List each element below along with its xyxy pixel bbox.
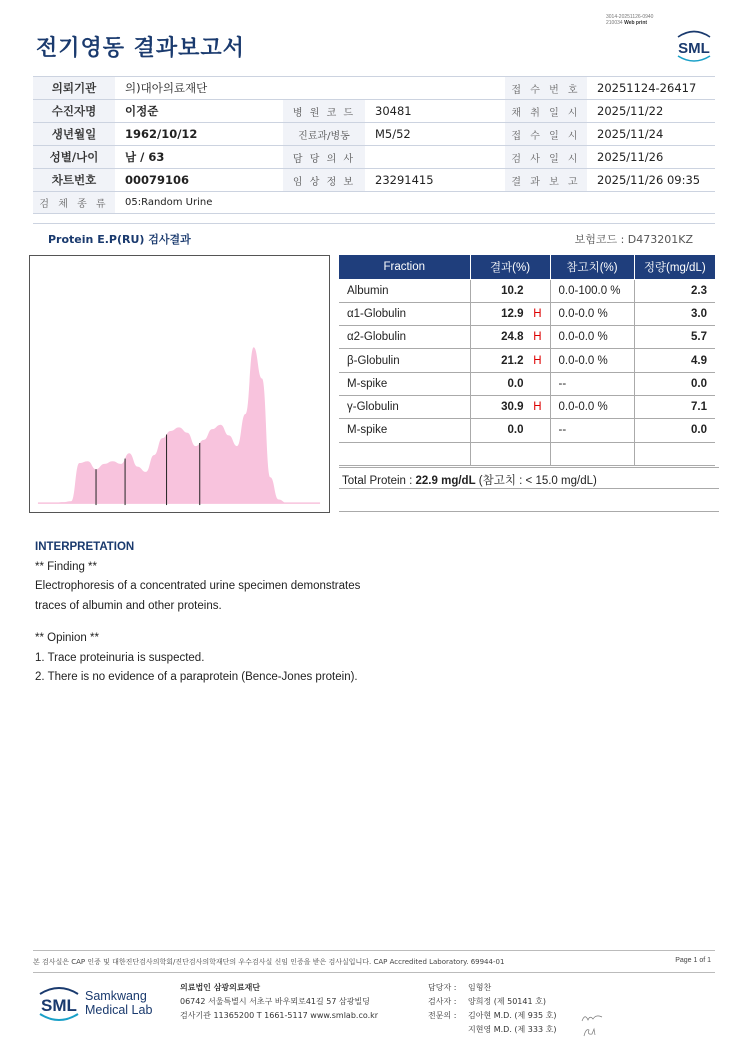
document-title: 전기영동 결과보고서 (36, 36, 245, 61)
info-value: 00079106 (115, 169, 283, 192)
info-label: 검 사 일 시 (505, 146, 587, 169)
info-value (365, 77, 505, 100)
staff-name: 임형찬 (468, 983, 492, 992)
info-value: 1962/10/12 (115, 123, 283, 146)
quantity-value: 0.0 (634, 372, 715, 395)
info-label: 접 수 일 시 (505, 123, 587, 146)
electrophoresis-graph (29, 255, 330, 513)
specimen-label: 검 체 종 류 (33, 192, 115, 214)
info-label: 수진자명 (33, 100, 115, 123)
info-label: 의뢰기관 (33, 77, 115, 100)
brand-name (85, 989, 152, 1017)
info-label (283, 77, 365, 100)
quantity-value: 3.0 (634, 302, 715, 325)
info-value: 2025/11/24 (587, 123, 715, 146)
info-value: 의)대아의료재단 (115, 77, 283, 100)
info-label: 진료과/병동 (283, 123, 365, 146)
accreditation-note: 본 검사실은 CAP 인증 및 대한진단검사의학회/진단검사의학재단의 우수검사실 신임 인증을 받은 검사실입니다. CAP Accredited Laboratory. 69944-01 (33, 958, 505, 966)
result-row (339, 372, 715, 395)
result-percent: 24.8 (501, 331, 524, 344)
high-flag: H (533, 331, 542, 344)
total-protein-reference: (참고치 : < 15.0 mg/dL) (475, 475, 597, 487)
quantity-value (634, 442, 715, 465)
fraction-name: M-spike (339, 372, 470, 395)
info-label: 병 원 코 드 (283, 100, 365, 123)
patient-info-table (33, 76, 715, 214)
reference-range: 0.0-0.0 % (550, 326, 634, 349)
opinion-text-2: 2. There is no evidence of a paraprotein (Bence-Jones protein). (35, 671, 358, 683)
finding-label: ** Finding ** (35, 560, 98, 573)
print-code-line1: 3014-20251126-0940 (606, 14, 654, 20)
result-percent: 0.0 (507, 377, 524, 390)
total-protein-value: 22.9 mg/dL (415, 475, 476, 487)
quantity-value: 7.1 (634, 395, 715, 418)
info-label: 접 수 번 호 (505, 77, 587, 100)
insurance-code: 보험코드 : D473201KZ (574, 233, 693, 246)
info-label: 성별/나이 (33, 146, 115, 169)
reference-range: 0.0-0.0 % (550, 349, 634, 372)
result-percent-cell (470, 419, 550, 442)
result-percent-cell (470, 372, 550, 395)
result-row (339, 302, 715, 325)
result-percent-cell (470, 326, 550, 349)
results-table (339, 255, 715, 466)
result-row (339, 326, 715, 349)
specimen-value: 05:Random Urine (115, 192, 715, 214)
result-percent: 10.2 (501, 284, 524, 297)
fraction-name (339, 442, 470, 465)
result-percent-cell (470, 442, 550, 465)
info-label: 차트번호 (33, 169, 115, 192)
quantity-value: 0.0 (634, 419, 715, 442)
result-percent-cell (470, 349, 550, 372)
info-value: 이정준 (115, 100, 283, 123)
brand-line-2: Medical Lab (85, 1003, 153, 1017)
fraction-name: Albumin (339, 279, 470, 302)
finding-text-2: traces of albumin and other proteins. (35, 599, 222, 612)
sml-logo-text: SML (678, 40, 710, 57)
density-curve (38, 347, 320, 503)
result-percent: 21.2 (501, 354, 524, 367)
quantity-value: 5.7 (634, 326, 715, 349)
info-row (33, 192, 715, 214)
organization-contact: 검사기관 11365200 T 1661-5117 www.smlab.co.kr (180, 1011, 379, 1020)
info-value: 2025/11/26 09:35 (587, 169, 715, 192)
staff-name: 김아현 M.D. (제 935 호) (468, 1011, 557, 1020)
result-row (339, 349, 715, 372)
quantity-value: 4.9 (634, 349, 715, 372)
divider (339, 511, 719, 512)
interpretation (35, 538, 715, 688)
fraction-name: α1-Globulin (339, 302, 470, 325)
staff-role (428, 1023, 468, 1037)
signature-image (580, 1025, 604, 1039)
total-protein (339, 467, 719, 489)
staff-role: 검사자 : (428, 997, 457, 1006)
sml-footer-logo-text: SML (41, 996, 77, 1015)
result-percent-cell (470, 302, 550, 325)
reference-range: -- (550, 419, 634, 442)
staff-role: 담당자 : (428, 983, 457, 992)
fraction-name: β-Globulin (339, 349, 470, 372)
staff-role: 전문의 : (428, 1011, 457, 1020)
high-flag: H (533, 401, 542, 414)
page-number: Page 1 of 1 (675, 957, 711, 964)
reference-range: 0.0-0.0 % (550, 302, 634, 325)
staff-name: 양희정 (제 50141 호) (468, 997, 546, 1006)
organization-address: 06742 서울특별시 서초구 바우뫼로41길 57 삼광빌딩 (180, 997, 370, 1006)
info-value: 남 / 63 (115, 146, 283, 169)
info-label: 임 상 정 보 (283, 169, 365, 192)
info-value: 2025/11/26 (587, 146, 715, 169)
result-percent: 0.0 (507, 424, 524, 437)
info-row (33, 123, 715, 146)
result-percent-cell (470, 395, 550, 418)
fraction-name: α2-Globulin (339, 326, 470, 349)
info-row (33, 146, 715, 169)
web-print-label: Web print (624, 20, 648, 26)
brand-line-1: Samkwang (85, 989, 147, 1003)
info-row (33, 100, 715, 123)
result-percent: 12.9 (501, 307, 524, 320)
print-code (606, 14, 653, 26)
staff-name: 지현영 M.D. (제 333 호) (468, 1025, 557, 1034)
opinion-text-1: 1. Trace proteinuria is suspected. (35, 651, 205, 664)
info-row (33, 77, 715, 100)
footer-divider (33, 950, 715, 951)
sml-footer-logo (36, 982, 82, 1024)
info-value: 2025/11/22 (587, 100, 715, 123)
result-row (339, 395, 715, 418)
result-row (339, 279, 715, 302)
info-value: 30481 (365, 100, 505, 123)
info-value (365, 146, 505, 169)
footer-divider (33, 972, 715, 973)
info-label: 채 취 일 시 (505, 100, 587, 123)
info-value: 20251124-26417 (587, 77, 715, 100)
staff-list (428, 981, 556, 1037)
electrophoresis-plot (30, 256, 329, 512)
header-result: 결과(%) (470, 255, 550, 279)
opinion-label: ** Opinion ** (35, 632, 99, 644)
finding-text-1: Electrophoresis of a concentrated urine specimen demonstrates (35, 580, 361, 592)
high-flag: H (533, 307, 542, 320)
result-percent-cell (470, 279, 550, 302)
result-percent: 30.9 (501, 401, 524, 414)
header-fraction: Fraction (339, 255, 470, 279)
high-flag: H (533, 354, 542, 367)
info-value: 23291415 (365, 169, 505, 192)
header-quantity: 정량(mg/dL) (634, 255, 715, 279)
info-value: M5/52 (365, 123, 505, 146)
result-row (339, 419, 715, 442)
header-reference: 참고치(%) (550, 255, 634, 279)
section-title: Protein E.P(RU) 검사결과 (48, 233, 191, 246)
total-protein-label: Total Protein : (342, 475, 416, 487)
reference-range: -- (550, 372, 634, 395)
print-code-line2: 210034 (606, 20, 623, 26)
organization-name: 의료법인 삼광의료재단 (180, 983, 261, 992)
info-label: 생년월일 (33, 123, 115, 146)
info-label: 담 당 의 사 (283, 146, 365, 169)
signature-image (580, 1011, 604, 1025)
fraction-name: M-spike (339, 419, 470, 442)
organization-info (180, 981, 378, 1023)
reference-range: 0.0-0.0 % (550, 395, 634, 418)
info-label: 결 과 보 고 (505, 169, 587, 192)
reference-range: 0.0-100.0 % (550, 279, 634, 302)
reference-range (550, 442, 634, 465)
info-row (33, 169, 715, 192)
result-row (339, 442, 715, 465)
fraction-name: γ-Globulin (339, 395, 470, 418)
quantity-value: 2.3 (634, 279, 715, 302)
interpretation-heading: INTERPRETATION (35, 541, 135, 553)
sml-logo (672, 28, 716, 64)
